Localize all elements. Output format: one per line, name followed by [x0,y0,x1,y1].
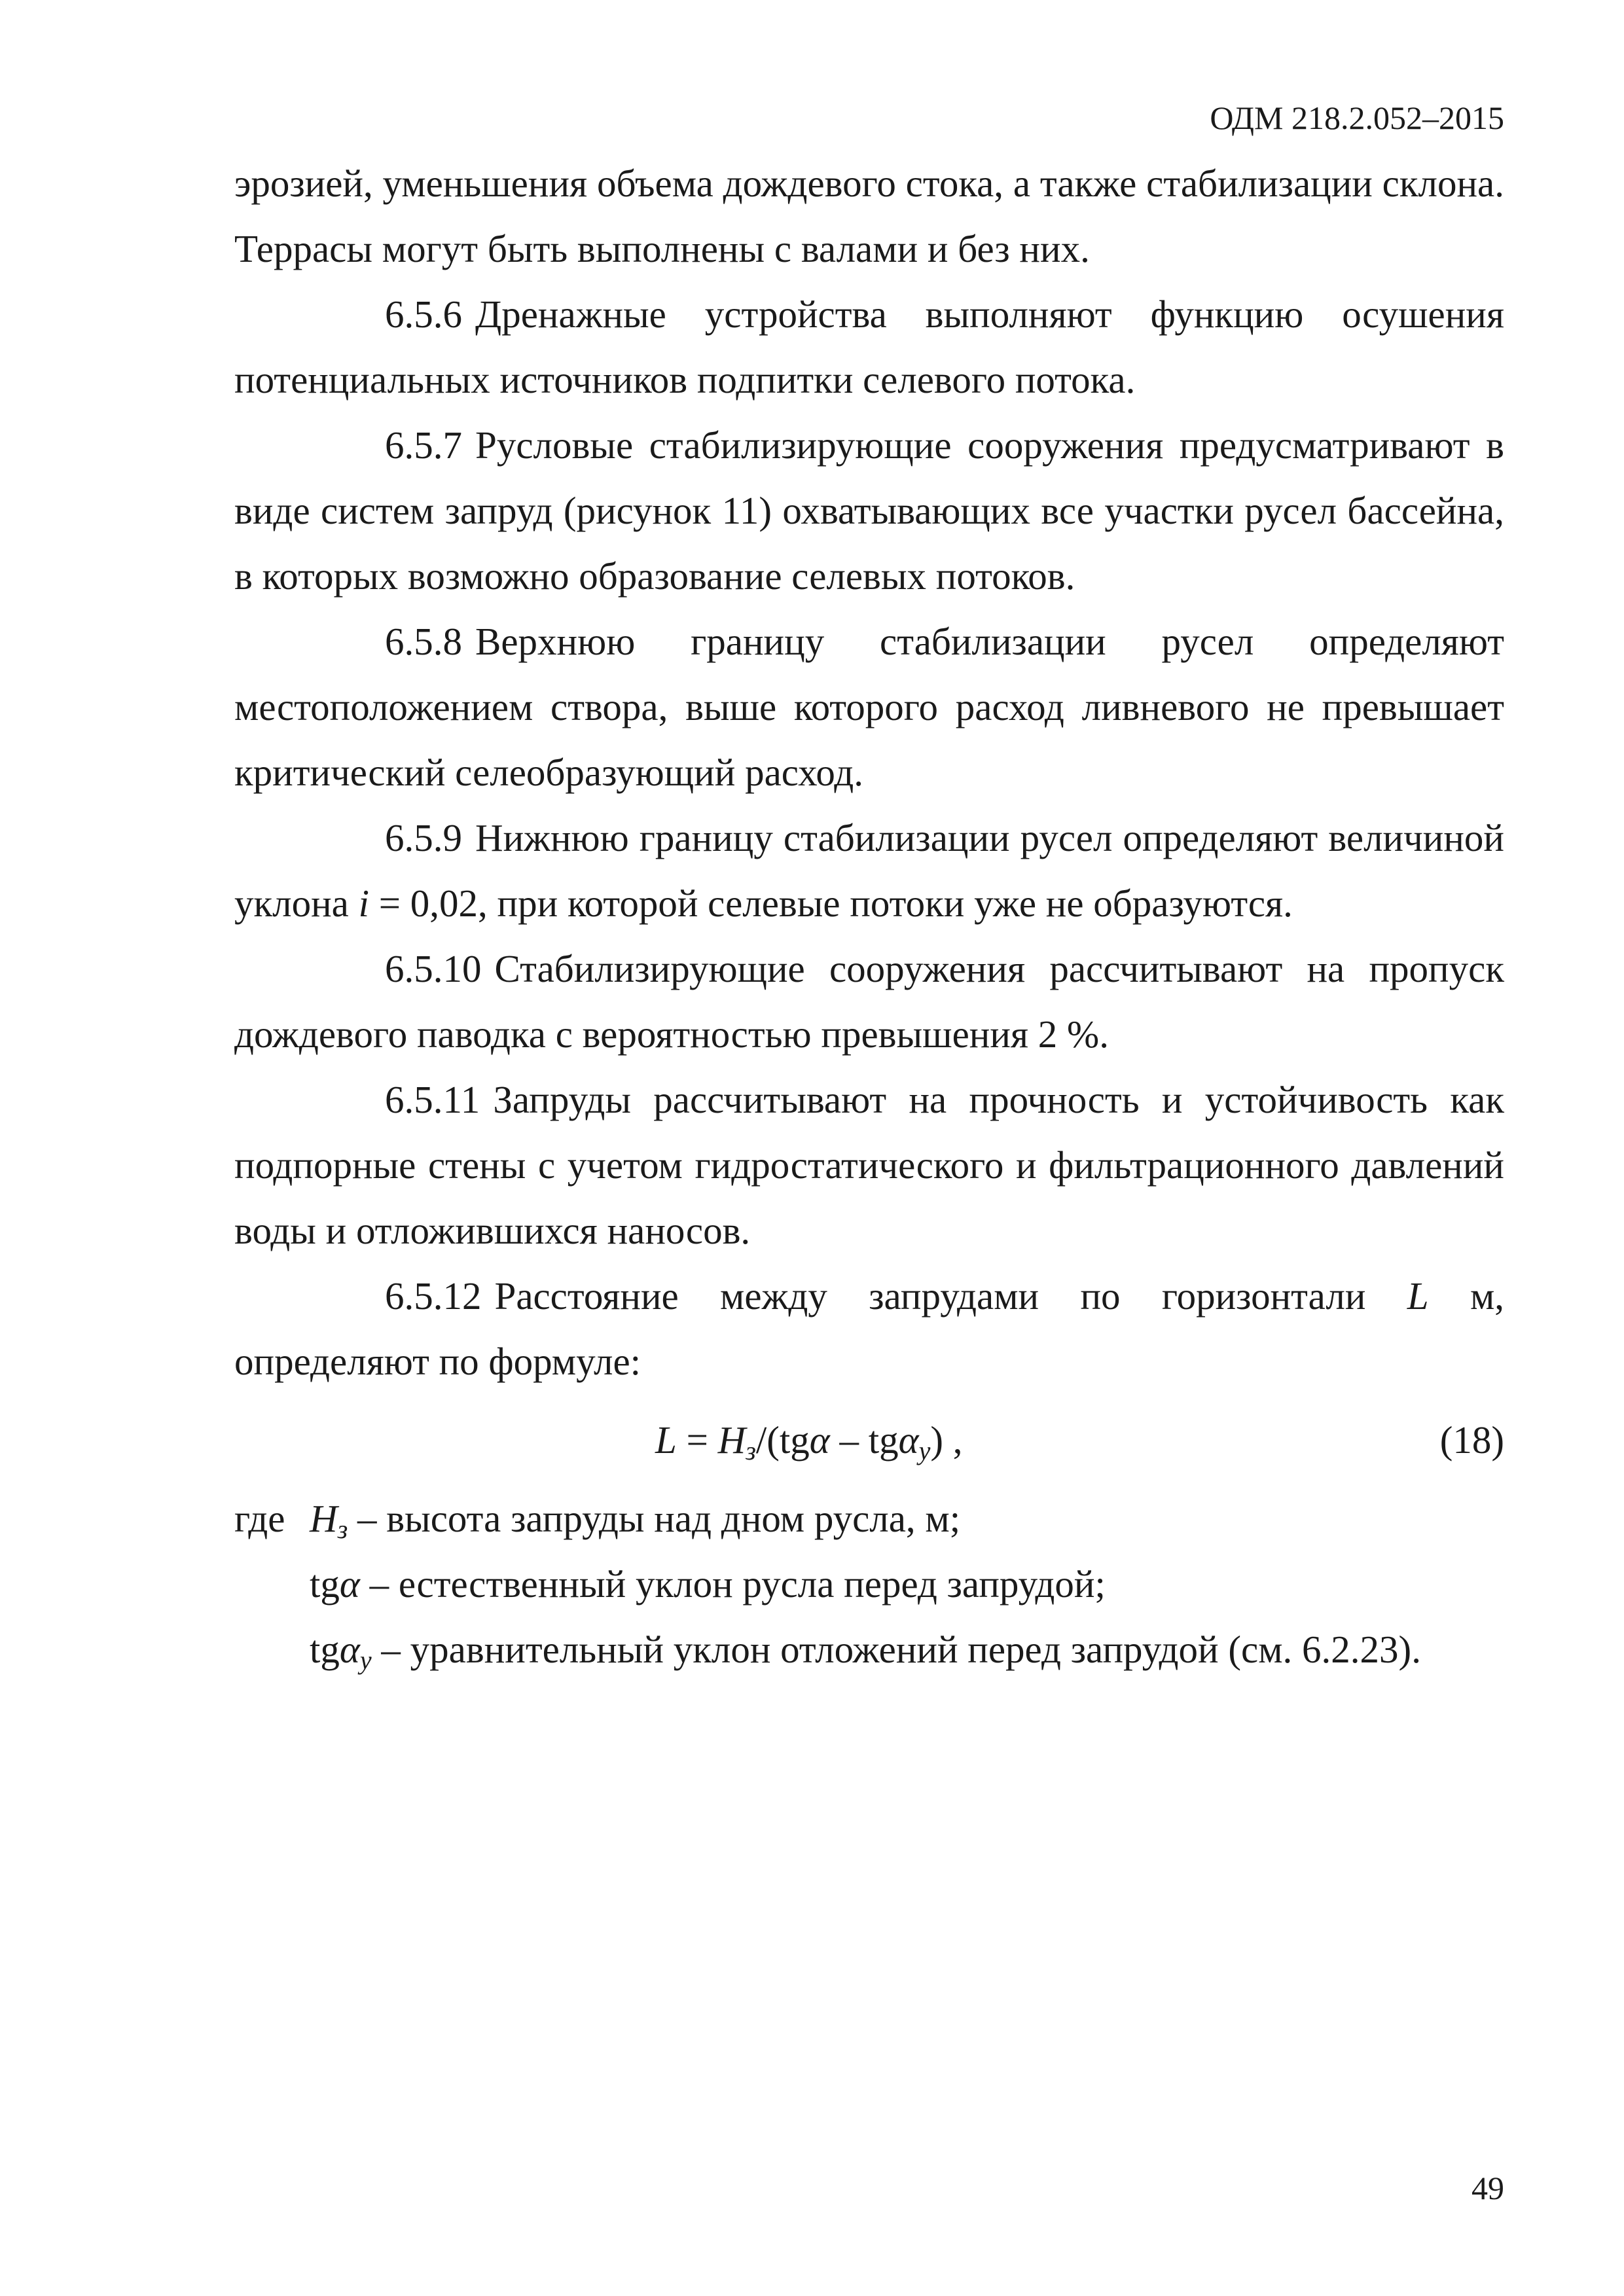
document-code: ОДМ 218.2.052–2015 [1210,99,1504,136]
paragraph-continuation: эрозией, уменьшения объема дождевого стока, а также стабилизации склона. Террасы могут быть выполнены с валами и без них. [234,162,1504,270]
clause-text-cont: = 0,02, при которой селевые потоки уже не образуются. [378,882,1293,925]
clause-text: Нижнюю границу стабилизации русел определяют величиной уклона [234,816,1504,925]
variable-L: L [1407,1274,1429,1318]
equation-number: (18) [1439,1418,1504,1462]
paragraph-6-5-10 [234,936,1504,1067]
variable-i: i [358,882,370,925]
clause-number: 6.5.6 [385,293,462,336]
clause-text: Русловые стабилизирующие сооружения предусматривают в виде систем запруд (рисунок 11) охватывающих все участки русел бассейна, в которых возможно образование селевых потоков. [234,423,1504,598]
paragraph-6-5-8 [234,609,1504,805]
clause-number: 6.5.7 [385,423,462,467]
clause-text: Запруды рассчитывают на прочность и устойчивость как подпорные стены с учетом гидростатического и фильтрационного давлений воды и отложившихся наносов. [234,1078,1504,1252]
clause-number: 6.5.12 [385,1274,482,1318]
definitions-list [234,1486,1504,1682]
clause-text: Верхнюю границу стабилизации русел определяют местоположением створа, выше которого расход ливневого не превышает критический селеобразующий расход. [234,620,1504,794]
page-body [234,151,1504,1682]
clause-number: 6.5.9 [385,816,462,859]
definition-item: tgα$_у$ – уравнительный уклон отложений перед запрудой (см. 6.2.23). [310,1628,1421,1675]
paragraph-6-5-9 [234,805,1504,936]
clause-text: Стабилизирующие сооружения рассчитывают на пропуск дождевого паводка с вероятностью превышения 2 %. [234,947,1504,1056]
clause-number: 6.5.8 [385,620,462,663]
paragraph-6-5-7 [234,412,1504,609]
paragraph-6-5-11 [234,1067,1504,1263]
clause-text: Расстояние между запрудами по горизонтали [494,1274,1366,1318]
definition-item: tgα – естественный уклон русла перед запрудой; [310,1562,1106,1605]
formula-expression: $L = H_з/(tg\alpha - tg\alpha_у)$ , [655,1418,963,1465]
paragraph-6-5-6 [234,281,1504,412]
clause-number: 6.5.11 [385,1078,480,1121]
page-number: 49 [1471,2170,1504,2206]
paragraph-6-5-12 [234,1263,1504,1394]
clause-text: Дренажные устройства выполняют функцию осушения потенциальных источников подпитки селевого потока. [234,293,1504,401]
formula-18 [234,1407,1504,1473]
clause-text-cont: м, определяют по формуле: [234,1274,1505,1383]
clause-number: 6.5.10 [385,947,482,990]
where-label: где [234,1497,285,1540]
definition-item: где $H_з$ – высота запруды над дном русла, м; [234,1486,1504,1551]
